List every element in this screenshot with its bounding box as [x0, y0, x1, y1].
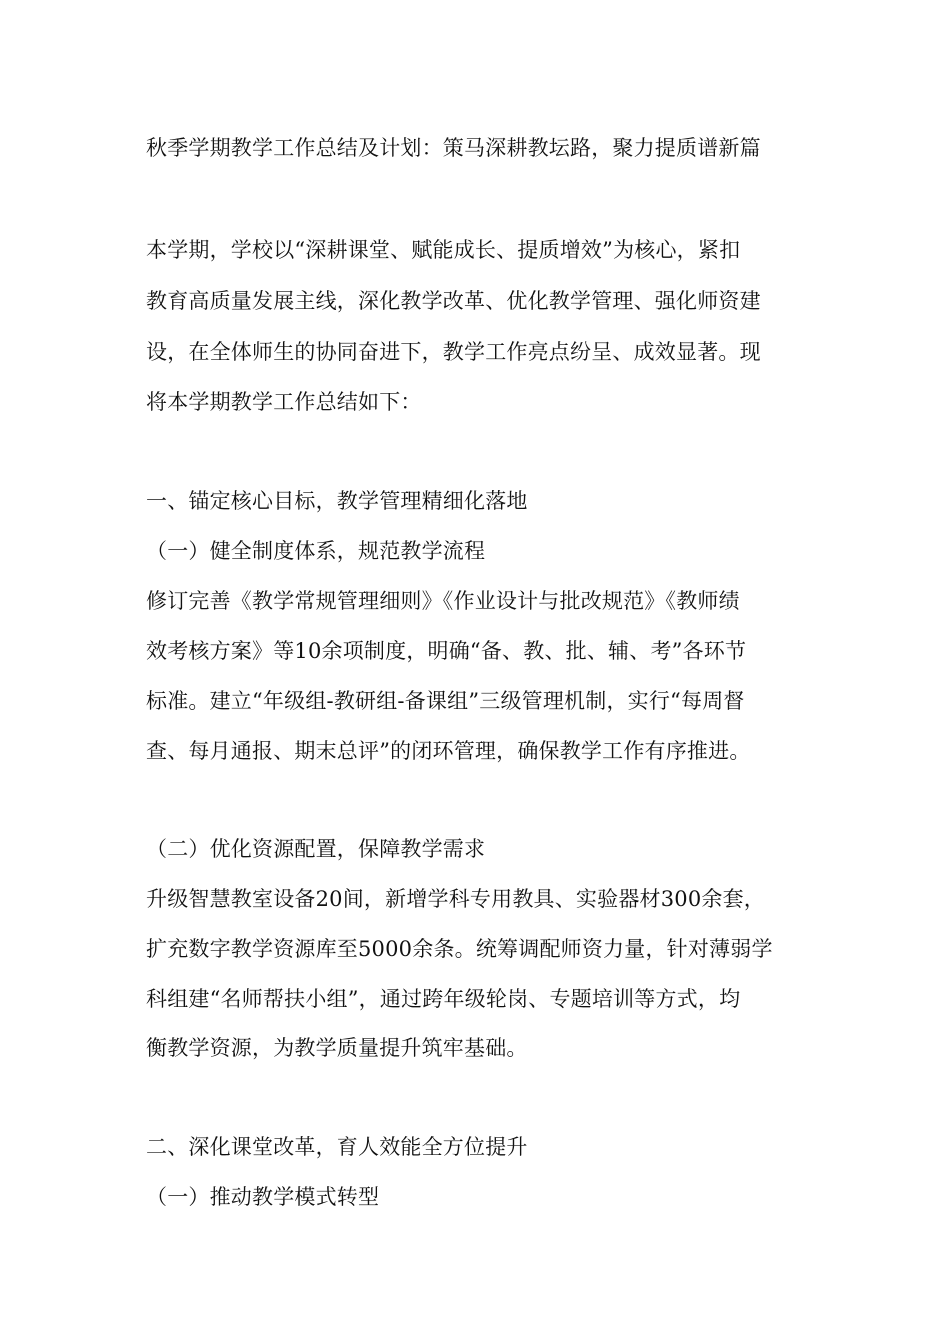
section-1-sub-2-line-2: 扩充数字教学资源库至5000余条。统筹调配师资力量，针对薄弱学 [146, 937, 773, 961]
intro-line-4: 将本学期教学工作总结如下： [146, 390, 422, 414]
document-title: 秋季学期教学工作总结及计划：策马深耕教坛路，聚力提质谱新篇 [146, 136, 761, 160]
section-1-sub-1-line-4: 查、每月通报、期末总评”的闭环管理，确保教学工作有序推进。 [146, 739, 751, 763]
section-1-sub-2-line-3: 科组建“名师帮扶小组”，通过跨年级轮岗、专题培训等方式，均 [146, 987, 741, 1011]
section-1-sub-1-line-3: 标准。建立“年级组-教研组-备课组”三级管理机制，实行“每周督 [146, 689, 745, 713]
intro-line-1: 本学期，学校以“深耕课堂、赋能成长、提质增效”为核心，紧扣 [146, 238, 741, 262]
section-1-heading: 一、锚定核心目标，教学管理精细化落地 [146, 489, 528, 513]
section-2-sub-1-heading: （一）推动教学模式转型 [146, 1185, 380, 1209]
section-2-heading: 二、深化课堂改革，育人效能全方位提升 [146, 1135, 528, 1159]
section-1-sub-2-line-1: 升级智慧教室设备20间，新增学科专用教具、实验器材300余套， [146, 887, 766, 911]
section-1-sub-1-line-2: 效考核方案》等10余项制度，明确“备、教、批、辅、考”各环节 [146, 639, 747, 663]
section-1-sub-2-line-4: 衡教学资源，为教学质量提升筑牢基础。 [146, 1036, 528, 1060]
intro-line-2: 教育高质量发展主线，深化教学改革、优化教学管理、强化师资建 [146, 289, 761, 313]
section-1-sub-1-heading: （一）健全制度体系，规范教学流程 [146, 539, 486, 563]
intro-line-3: 设，在全体师生的协同奋进下，教学工作亮点纷呈、成效显著。现 [146, 340, 761, 364]
section-1-sub-1-line-1: 修订完善《教学常规管理细则》《作业设计与批改规范》《教师绩 [146, 589, 740, 613]
section-1-sub-2-heading: （二）优化资源配置，保障教学需求 [146, 837, 486, 861]
